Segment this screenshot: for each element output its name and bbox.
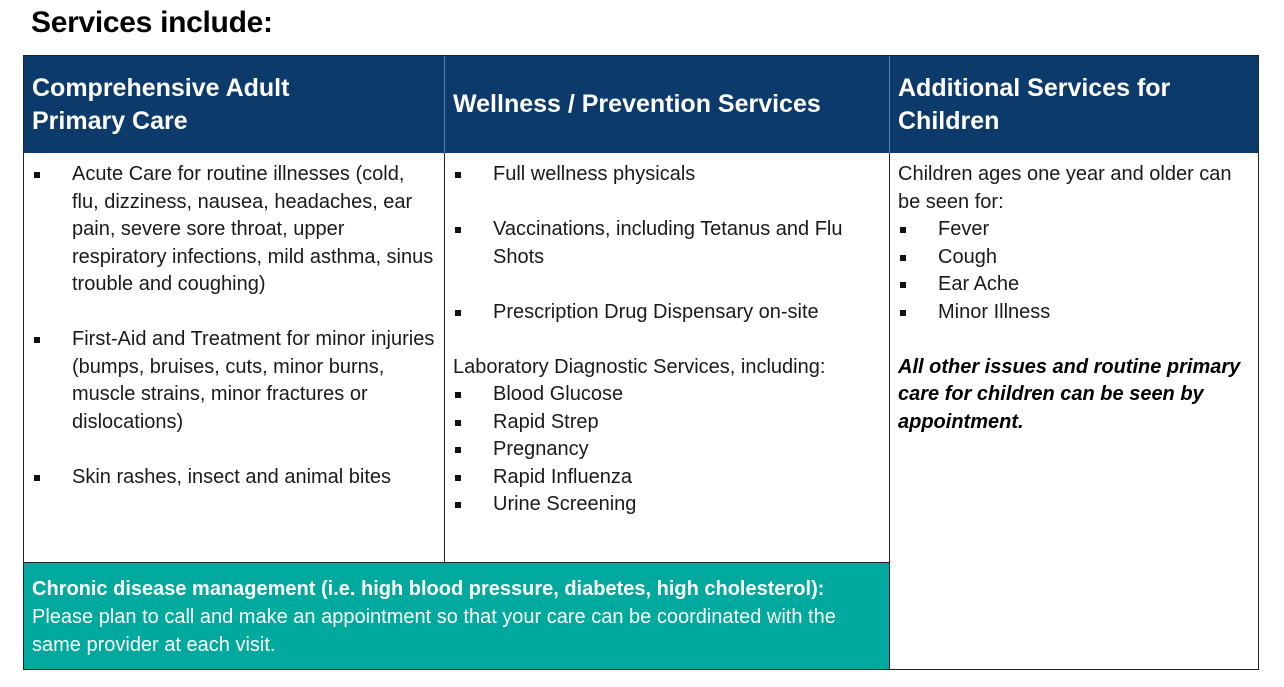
children-appointment-note: All other issues and routine primary care for children can be seen by appointment.: [898, 355, 1241, 433]
list-item: Acute Care for routine illnesses (cold, flu, dizziness, nausea, headaches, ear pain, severe sore throat, upper respiratory infections, mild asthma, sinus trouble and coughing): [32, 161, 436, 299]
list-item: First-Aid and Treatment for minor injuries (bumps, bruises, cuts, minor burns, muscle strains, minor fractures or dislocations): [32, 326, 436, 436]
adult-care-column: [24, 153, 445, 562]
children-list: [898, 216, 1250, 326]
list-item: Ear Ache: [898, 271, 1250, 299]
wellness-heading: Wellness / Prevention Services: [445, 56, 890, 153]
children-heading: Additional Services for Children: [898, 73, 1171, 135]
chronic-disease-title: Chronic disease management (i.e. high blood pressure, diabetes, high cholesterol):: [32, 578, 825, 600]
page-title: Services include:: [31, 6, 273, 39]
chronic-disease-text: Please plan to call and make an appointment so that your care can be coordinated with the same provider at each visit.: [32, 606, 836, 656]
list-item: Minor Illness: [898, 299, 1250, 327]
list-item: Urine Screening: [453, 491, 881, 519]
table-header-row: [24, 56, 1258, 153]
chronic-disease-box: [24, 562, 890, 669]
list-item: Rapid Strep: [453, 409, 881, 437]
list-item: Full wellness physicals: [453, 161, 881, 189]
list-item: Prescription Drug Dispensary on-site: [453, 299, 881, 327]
list-item: Rapid Influenza: [453, 464, 881, 492]
list-item: Vaccinations, including Tetanus and Flu Shots: [453, 216, 881, 271]
wellness-list: [453, 161, 881, 326]
list-item: Pregnancy: [453, 436, 881, 464]
list-item: Fever: [898, 216, 1250, 244]
lab-services-intro: Laboratory Diagnostic Services, including:: [453, 355, 826, 378]
list-item: Skin rashes, insect and animal bites: [32, 464, 436, 492]
wellness-column: [445, 153, 890, 562]
lab-services-list: [453, 381, 881, 519]
list-item: Cough: [898, 244, 1250, 272]
children-intro: Children ages one year and older can be seen for:: [898, 163, 1232, 213]
children-column: [890, 153, 1258, 669]
services-table: [23, 55, 1259, 670]
adult-care-heading: Comprehensive Adult Primary Care: [24, 56, 445, 153]
adult-care-list: [32, 161, 436, 491]
list-item: Blood Glucose: [453, 381, 881, 409]
